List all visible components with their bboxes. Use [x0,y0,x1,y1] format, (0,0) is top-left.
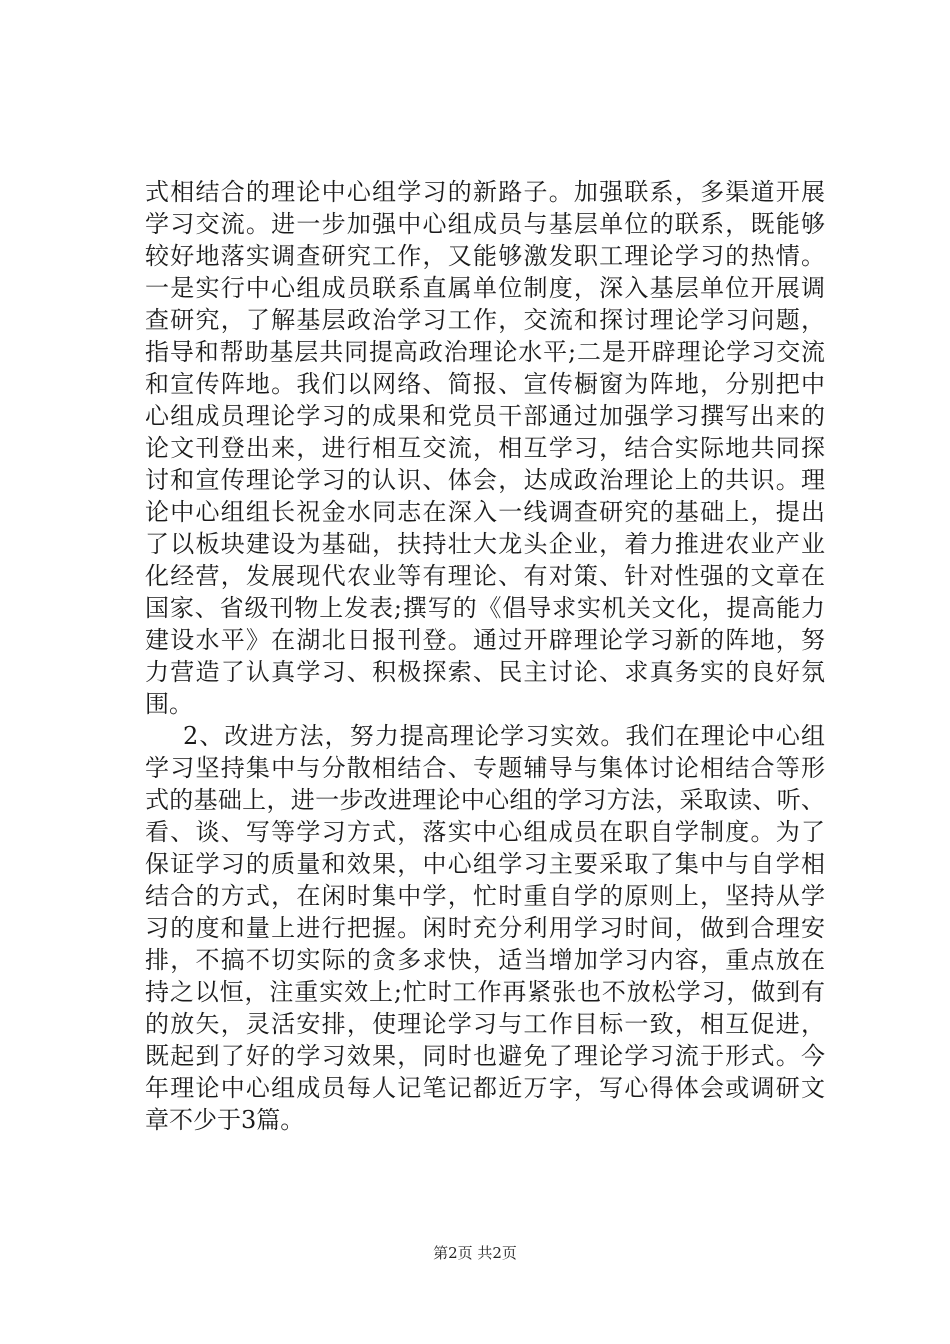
text-line: 式的基础上，进一步改进理论中心组的学习方法，采取读、听、 [145,786,825,814]
text-line: 的放矢，灵活安排，使理论学习与工作目标一致，相互促进， [145,1010,825,1038]
text-line: 论中心组组长祝金水同志在深入一线调查研究的基础上，提出 [145,498,825,526]
text-line: 看、谈、写等学习方式，落实中心组成员在职自学制度。为了 [145,818,825,846]
paragraph-first-line: 2、改进方法，努力提高理论学习实效。我们在理论中心组 [183,722,825,750]
text-line: 力营造了认真学习、积极探索、民主讨论、求真务实的良好氛 [145,658,825,686]
body-text [145,176,825,1136]
text-line: 章不少于3篇。 [145,1106,305,1134]
text-line: 查研究，了解基层政治学习工作，交流和探讨理论学习问题， [145,306,825,334]
text-line: 心组成员理论学习的成果和党员干部通过加强学习撰写出来的 [145,402,825,430]
text-line: 排，不搞不切实际的贪多求快，适当增加学习内容，重点放在 [145,946,825,974]
text-line: 既起到了好的学习效果，同时也避免了理论学习流于形式。今 [145,1042,825,1070]
text-line: 建设水平》在湖北日报刊登。通过开辟理论学习新的阵地，努 [145,626,825,654]
text-line: 论文刊登出来，进行相互交流，相互学习，结合实际地共同探 [145,434,825,462]
text-line: 学习坚持集中与分散相结合、专题辅导与集体讨论相结合等形 [145,754,825,782]
text-line: 式相结合的理论中心组学习的新路子。加强联系，多渠道开展 [145,178,825,206]
text-line: 化经营，发展现代农业等有理论、有对策、针对性强的文章在 [145,562,825,590]
text-line: 讨和宣传理论学习的认识、体会，达成政治理论上的共识。理 [145,466,825,494]
text-line: 学习交流。进一步加强中心组成员与基层单位的联系，既能够 [145,210,825,238]
text-line: 了以板块建设为基础，扶持壮大龙头企业，着力推进农业产业 [145,530,825,558]
text-line: 较好地落实调查研究工作，又能够激发职工理论学习的热情。 [145,242,825,270]
text-line: 年理论中心组成员每人记笔记都近万字，写心得体会或调研文 [145,1074,825,1102]
page-footer: 第2页 共2页 [433,1244,517,1262]
text-line: 围。 [145,690,193,718]
text-line: 和宣传阵地。我们以网络、简报、宣传橱窗为阵地，分别把中 [145,370,825,398]
text-line: 持之以恒，注重实效上;忙时工作再紧张也不放松学习，做到有 [145,978,825,1006]
text-line: 一是实行中心组成员联系直属单位制度，深入基层单位开展调 [145,274,825,302]
text-line: 保证学习的质量和效果，中心组学习主要采取了集中与自学相 [145,850,825,878]
text-line: 结合的方式，在闲时集中学，忙时重自学的原则上，坚持从学 [145,882,825,910]
text-line: 国家、省级刊物上发表;撰写的《倡导求实机关文化，提高能力 [145,594,825,622]
text-line: 习的度和量上进行把握。闲时充分利用学习时间，做到合理安 [145,914,825,942]
text-line: 指导和帮助基层共同提高政治理论水平;二是开辟理论学习交流 [145,338,825,366]
